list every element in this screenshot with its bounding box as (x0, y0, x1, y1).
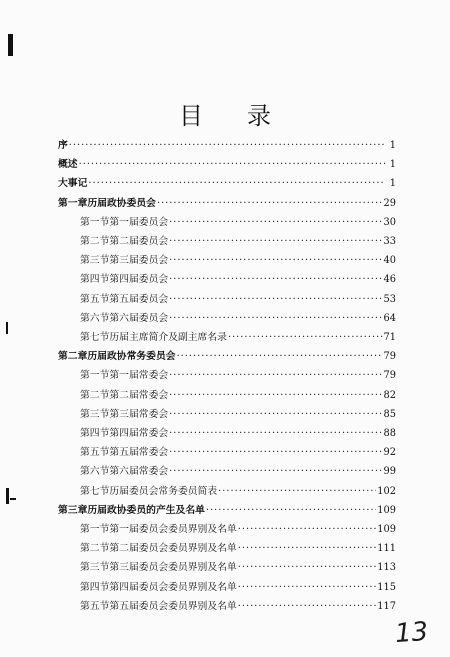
toc-leader-dots (177, 349, 383, 365)
toc-entry[interactable] (58, 599, 396, 615)
toc-entry-number: 第六节 (80, 312, 110, 324)
toc-entry-label: 第四届常委会 (109, 428, 169, 439)
toc-entry-label: 第二届常委会 (109, 389, 169, 401)
toc-entry-number: 第二节 (80, 236, 110, 247)
toc-entry-page: 102 (377, 485, 396, 497)
toc-leader-dots (218, 484, 376, 500)
toc-entry-number: 第二节 (80, 389, 110, 401)
toc-entry-label: 第二届委员会委员界别及名单 (109, 543, 237, 555)
toc-leader-dots (169, 445, 382, 461)
toc-entry[interactable] (58, 503, 396, 519)
toc-entry-label: 历届政协委员会 (87, 197, 156, 209)
toc-entry-page: 109 (377, 504, 396, 516)
toc-entry[interactable] (58, 157, 396, 173)
toc-entry-number: 第一章 (58, 197, 88, 209)
toc-leader-dots (69, 138, 385, 154)
toc-entry[interactable] (58, 349, 396, 365)
toc-entry[interactable] (58, 464, 396, 480)
toc-leader-dots (169, 464, 382, 480)
toc-entry-label: 第五届委员会 (109, 293, 169, 305)
toc-leader-dots (169, 215, 382, 231)
toc-entry-label: 历届政协常务委员会 (87, 351, 176, 363)
toc-leader-dots (169, 311, 382, 327)
toc-leader-dots (228, 330, 383, 346)
toc-entry-number: 第四节 (80, 274, 110, 286)
toc-entry-page: 113 (377, 562, 396, 574)
toc-entry[interactable] (58, 138, 396, 154)
toc-entry-page: 71 (383, 332, 396, 343)
toc-entry-number: 第七节 (80, 485, 110, 497)
toc-entry[interactable] (58, 311, 396, 327)
toc-entry-label: 大事记 (58, 178, 88, 190)
toc-entry-page: 1 (389, 178, 396, 190)
toc-entry-label: 第五届委员会委员界别及名单 (109, 600, 237, 612)
toc-entry-page: 46 (383, 274, 396, 286)
toc-entry-number: 第三节 (80, 408, 110, 420)
toc-entry-page: 85 (383, 408, 396, 420)
toc-entry-number: 第四节 (80, 428, 110, 439)
toc-entry[interactable] (58, 484, 396, 500)
toc-entry-label: 历届主席简介及副主席名录 (109, 332, 227, 343)
toc-entry-number: 第二章 (58, 351, 88, 363)
toc-entry-label: 第一届常委会 (109, 370, 169, 382)
toc-entry-page: 79 (383, 370, 396, 382)
toc-entry[interactable] (58, 560, 396, 576)
toc-leader-dots (238, 522, 377, 538)
scan-edge-mark (8, 34, 13, 56)
toc-entry-label: 概述 (58, 159, 78, 171)
toc-leader-dots (238, 541, 377, 557)
toc-entry-page: 109 (377, 524, 396, 535)
toc-leader-dots (238, 580, 377, 596)
toc-entry-page: 30 (383, 216, 396, 228)
toc-leader-dots (169, 234, 382, 250)
toc-entry[interactable] (58, 253, 396, 269)
toc-entry[interactable] (58, 292, 396, 308)
toc-entry[interactable] (58, 176, 396, 192)
toc-entry-number: 第二节 (80, 543, 110, 555)
toc-entry[interactable] (58, 234, 396, 250)
toc-entry-page: 79 (383, 351, 396, 363)
toc-entry-number: 第五节 (80, 600, 110, 612)
page-title: 目录 (179, 102, 315, 130)
toc-entry-label: 第六届常委会 (109, 466, 169, 478)
toc-entry[interactable] (58, 330, 396, 346)
toc-leader-dots (88, 176, 385, 192)
toc-leader-dots (169, 368, 382, 384)
toc-entry-page: 33 (383, 236, 396, 247)
toc-entry[interactable] (58, 368, 396, 384)
toc-entry[interactable] (58, 272, 396, 288)
toc-leader-dots (169, 253, 382, 269)
toc-entry-page: 29 (383, 197, 396, 209)
toc-entry-number: 第三节 (80, 562, 110, 574)
toc-entry[interactable] (58, 445, 396, 461)
toc-leader-dots (169, 292, 382, 308)
toc-entry[interactable] (58, 580, 396, 596)
toc-entry-page: 40 (383, 255, 396, 267)
toc-leader-dots (169, 426, 382, 442)
scan-edge-mark (10, 498, 16, 500)
toc-leader-dots (169, 388, 382, 404)
toc-entry-number: 第一节 (80, 524, 110, 535)
toc-entry[interactable] (58, 388, 396, 404)
toc-entry-page: 64 (383, 312, 396, 324)
toc-entry[interactable] (58, 541, 396, 557)
toc-entry-page: 92 (383, 447, 396, 459)
toc-entry-label: 第一届委员会 (109, 216, 169, 228)
toc-entry-number: 第三节 (80, 255, 110, 267)
toc-entry-label: 历届政协委员的产生及名单 (87, 504, 205, 516)
toc-entry-page: 1 (389, 140, 396, 151)
toc-entry-number: 第一节 (80, 370, 110, 382)
toc-entry-number: 第三章 (58, 504, 88, 516)
toc-entry-number: 第五节 (80, 293, 110, 305)
toc-entry-page: 1 (389, 159, 396, 171)
toc-entry-page: 117 (377, 600, 396, 612)
toc-entry-label: 序 (58, 140, 68, 151)
toc-entry-label: 第三届常委会 (109, 408, 169, 420)
toc-entry-number: 第五节 (80, 447, 110, 459)
toc-entry-label: 第一届委员会委员界别及名单 (109, 524, 237, 535)
toc-entry-number: 第一节 (80, 216, 110, 228)
toc-leader-dots (157, 196, 383, 212)
toc-entry[interactable] (58, 407, 396, 423)
toc-entry-page: 88 (383, 428, 396, 439)
toc-entry[interactable] (58, 215, 396, 231)
toc-entry-label: 第三届委员会 (109, 255, 169, 267)
toc-entry-label: 第二届委员会 (109, 236, 169, 247)
toc-entry-page: 115 (377, 581, 396, 593)
toc-entry-label: 历届委员会常务委员简表 (109, 485, 218, 497)
toc-leader-dots (79, 157, 385, 173)
toc-entry-number: 第六节 (80, 466, 110, 478)
toc-entry-page: 99 (383, 466, 396, 478)
toc-entry-number: 第七节 (80, 332, 110, 343)
toc-leader-dots (206, 503, 376, 519)
toc-entry[interactable] (58, 426, 396, 442)
toc-entry-label: 第六届委员会 (109, 312, 169, 324)
toc-leader-dots (169, 272, 382, 288)
toc-entry[interactable] (58, 522, 396, 538)
toc-entry-label: 第四届委员会 (109, 274, 169, 286)
toc-entry[interactable] (58, 196, 396, 212)
toc-leader-dots (238, 599, 377, 615)
toc-entry-page: 53 (383, 293, 396, 305)
toc-entry-label: 第四届委员会委员界别及名单 (109, 581, 237, 593)
toc-entry-number: 第四节 (80, 581, 110, 593)
toc-entry-page: 82 (383, 389, 396, 401)
toc-entry-label: 第三届委员会委员界别及名单 (109, 562, 237, 574)
toc-entry-label: 第五届常委会 (109, 447, 169, 459)
handwritten-page-number: 13 (393, 616, 430, 650)
toc-entry-page: 111 (377, 543, 396, 555)
toc-leader-dots (238, 560, 377, 576)
scan-edge-mark (6, 488, 9, 504)
scan-edge-mark (6, 322, 8, 334)
toc-leader-dots (169, 407, 382, 423)
